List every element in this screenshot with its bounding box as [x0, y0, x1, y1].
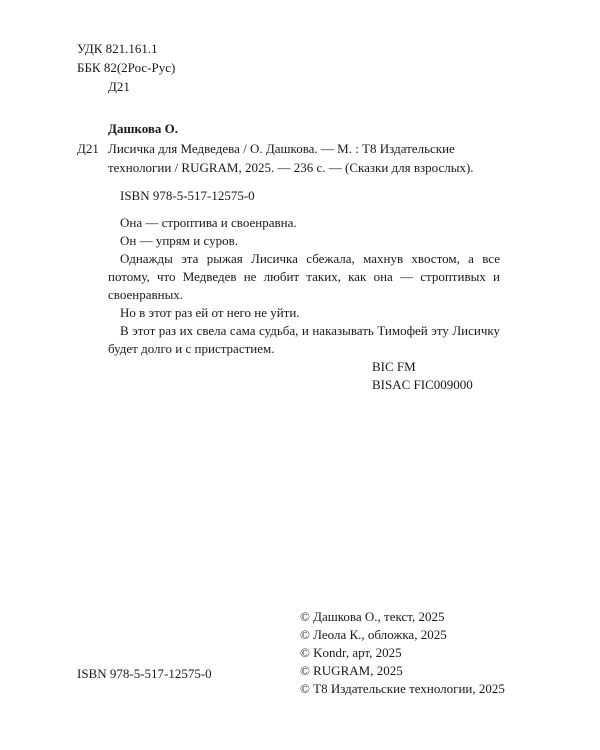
record-mark: Д21: [77, 141, 99, 156]
copyright-line: © RUGRAM, 2025: [300, 663, 403, 678]
copyright-line: © Kondr, арт, 2025: [300, 645, 402, 660]
annotation-line: Она — строптива и своенравна.: [120, 215, 297, 230]
bic-code: BIC FM: [372, 359, 416, 374]
annotation-line: Он — упрям и суров.: [120, 233, 238, 248]
copyright-line: © Леола К., обложка, 2025: [300, 627, 447, 642]
copyright-line: © Дашкова О., текст, 2025: [300, 609, 445, 624]
record-line-1: Лисичка для Медведева / О. Дашкова. — М. : Т8 Издательские: [108, 141, 455, 156]
record-line-2: технологии / RUGRAM, 2025. — 236 с. — (Сказки для взрослых).: [108, 160, 474, 175]
record-author: Дашкова О.: [108, 121, 179, 136]
copyright-line: © Т8 Издательские технологии, 2025: [300, 681, 505, 696]
annotation-line: Но в этот раз ей от него не уйти.: [120, 305, 300, 320]
annotation: [108, 214, 500, 358]
bbk-code: ББК 82(2Рос-Рус): [77, 60, 176, 75]
isbn-main: ISBN 978-5-517-12575-0: [120, 188, 255, 203]
author-mark: Д21: [108, 79, 130, 94]
annotation-paragraph: Однажды эта рыжая Лисичка сбежала, махнув хвостом, а все потому, что Медведев не любит таких, как она — строптивых и своенравных.: [108, 251, 500, 302]
annotation-paragraph: В этот раз их свела сама судьба, и наказывать Тимофей эту Лисичку будет долго и с пристрастием.: [108, 323, 500, 356]
bisac-code: BISAC FIC009000: [372, 377, 473, 392]
udk-code: УДК 821.161.1: [77, 41, 158, 56]
isbn-footer: ISBN 978-5-517-12575-0: [77, 666, 212, 681]
